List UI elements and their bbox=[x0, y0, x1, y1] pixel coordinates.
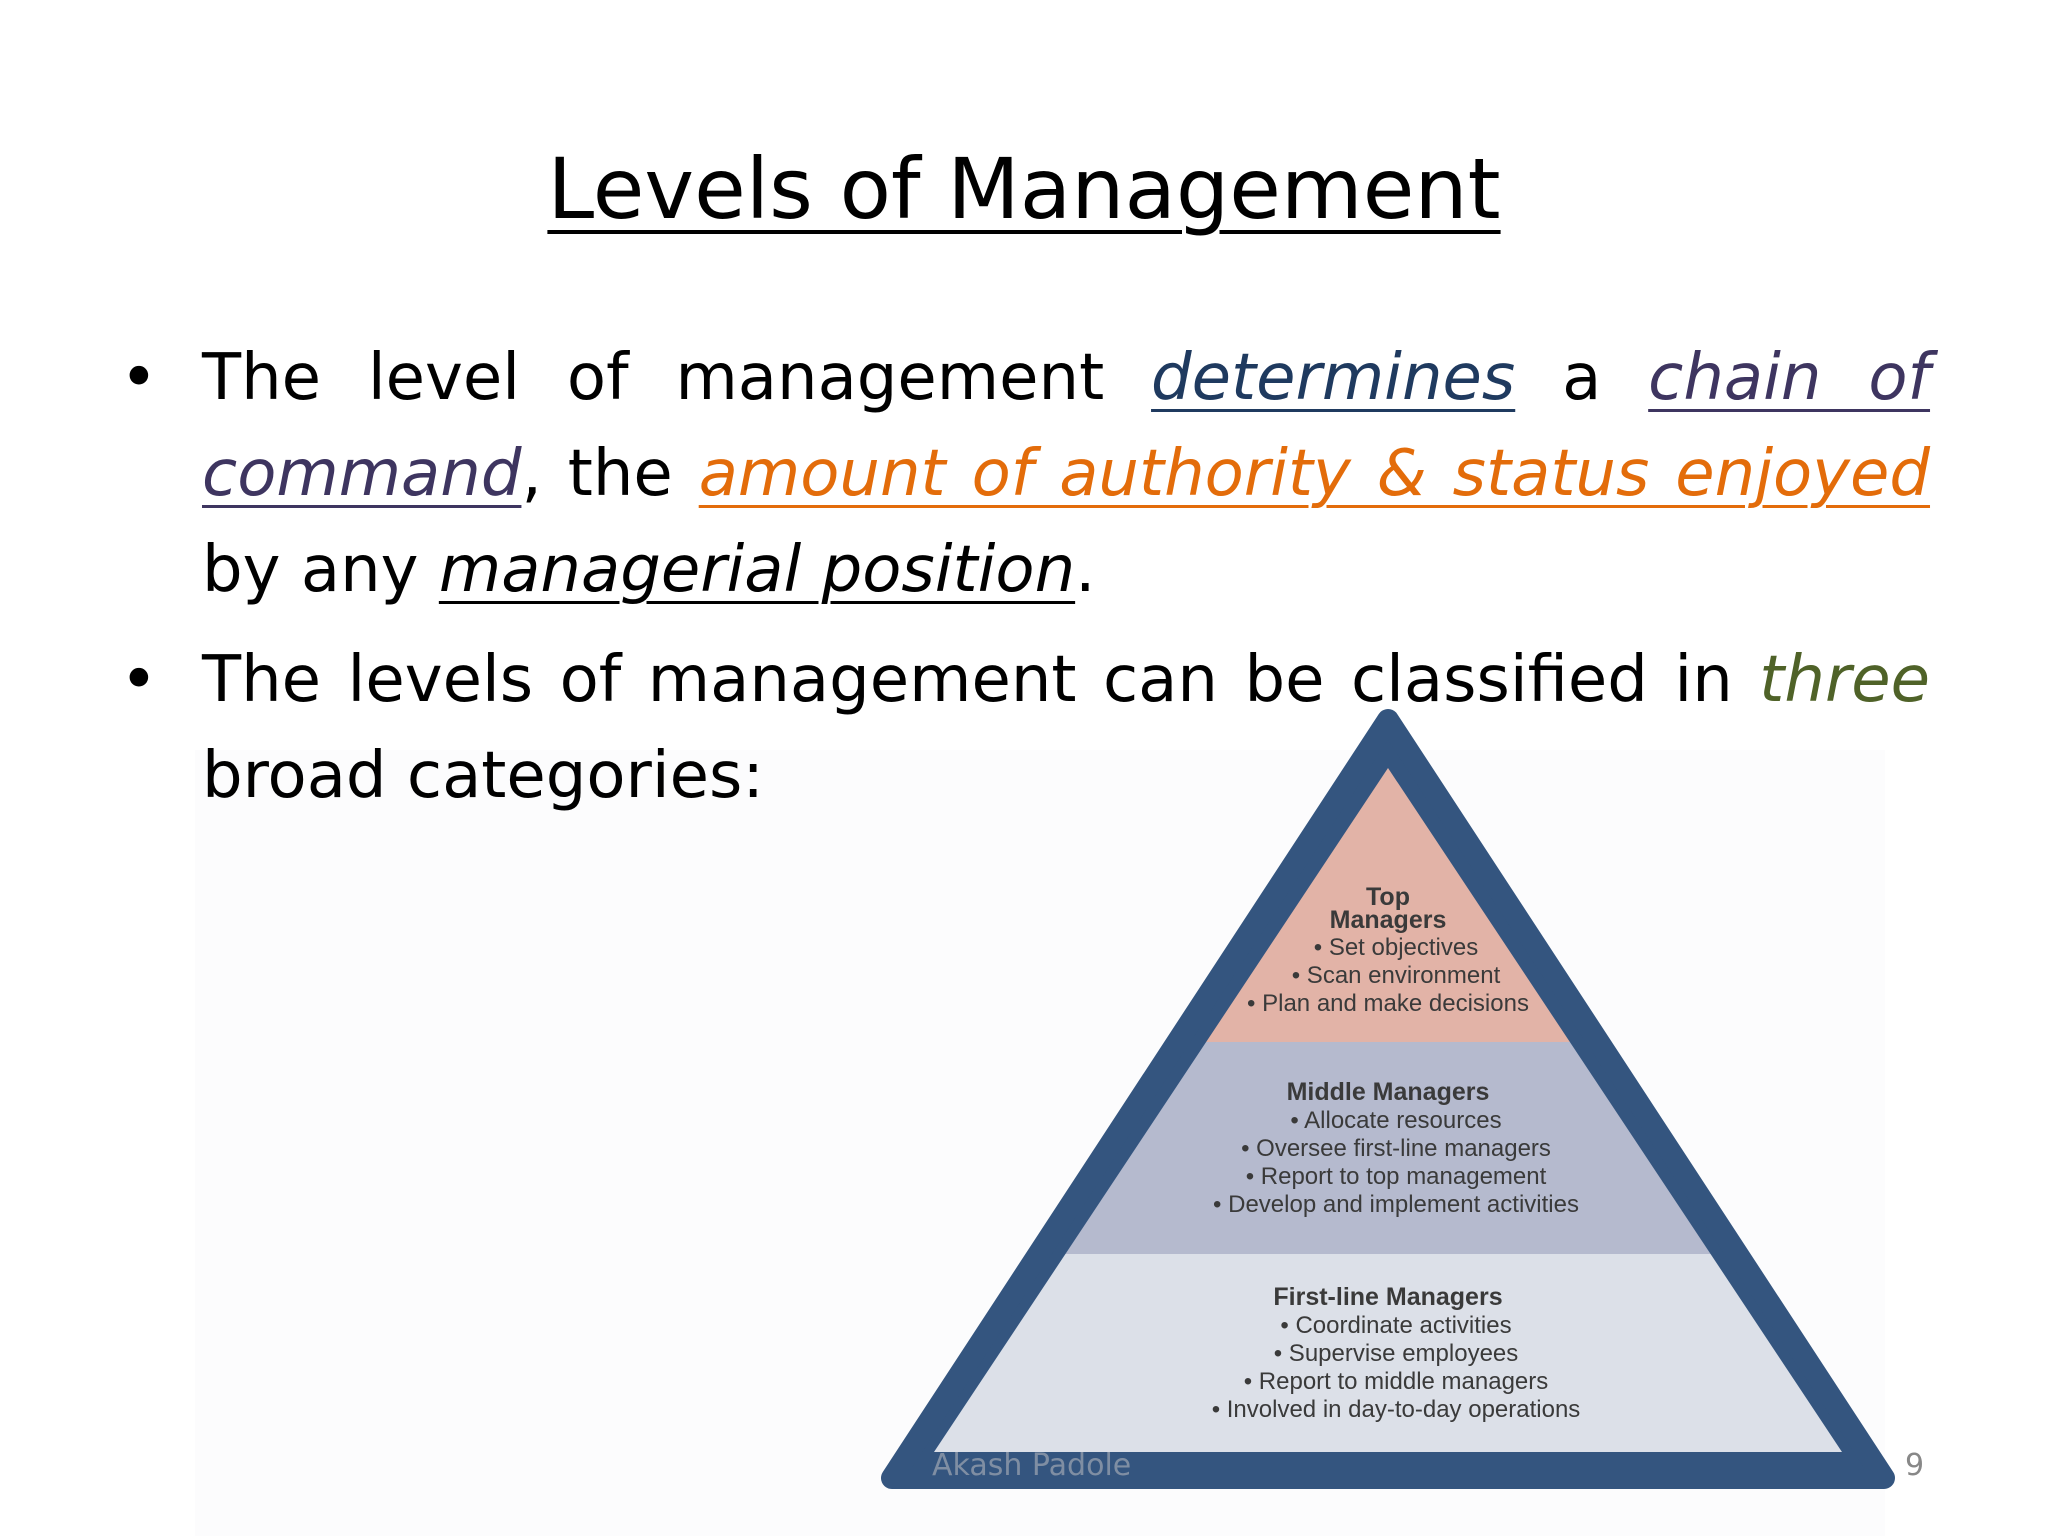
middle-managers-heading: Middle Managers bbox=[1286, 1078, 1490, 1106]
bullet1-text-4: by any bbox=[202, 533, 439, 607]
first-line-managers-item-3: • Report to middle managers bbox=[1243, 1368, 1549, 1395]
bullet1-chain-of-command: chain of command bbox=[202, 341, 1931, 511]
bullet1-text-2: a bbox=[1515, 341, 1649, 415]
bullet2-text-2: broad categories: bbox=[202, 739, 764, 813]
bullet2-text-1: The levels of management can be classified in bbox=[202, 643, 1760, 717]
bullet1-managerial-position: managerial position bbox=[438, 533, 1076, 607]
slide-title-text: Levels of Management bbox=[547, 140, 1501, 238]
bullet1-text-5: . bbox=[1075, 533, 1096, 607]
middle-managers-item-4: • Develop and implement activities bbox=[1213, 1191, 1579, 1218]
top-managers-item-3: • Plan and make decisions bbox=[1247, 990, 1529, 1017]
first-line-managers-item-4: • Involved in day-to-day operations bbox=[1211, 1396, 1581, 1423]
middle-managers-item-2: • Oversee first-line managers bbox=[1241, 1135, 1551, 1162]
footer-author: Akash Padole bbox=[932, 1448, 1132, 1483]
top-managers-heading-1: Top bbox=[1366, 883, 1410, 911]
bullet1-determines: determines bbox=[1151, 341, 1516, 415]
top-managers-item-1: • Set objectives bbox=[1313, 934, 1479, 961]
first-line-managers-item-1: • Coordinate activities bbox=[1280, 1312, 1512, 1339]
first-line-managers-heading: First-line Managers bbox=[1273, 1283, 1503, 1311]
first-line-managers-item-2: • Supervise employees bbox=[1273, 1340, 1519, 1367]
middle-managers-item-1: • Allocate resources bbox=[1290, 1107, 1502, 1134]
bullet1-text-3: , the bbox=[521, 437, 699, 511]
middle-managers-item-3: • Report to top management bbox=[1245, 1163, 1547, 1190]
page-number: 9 bbox=[1905, 1448, 1925, 1483]
bullet2-three: three bbox=[1759, 643, 1930, 717]
top-managers-item-2: • Scan environment bbox=[1291, 962, 1501, 989]
bullet1-authority-status: amount of authority & status enjoyed bbox=[698, 437, 1931, 511]
bullet-dot: • bbox=[120, 341, 158, 415]
bullet1-text-1: The level of management bbox=[202, 341, 1152, 415]
bullet-dot: • bbox=[120, 643, 158, 717]
top-managers-heading-2: Managers bbox=[1329, 906, 1447, 934]
